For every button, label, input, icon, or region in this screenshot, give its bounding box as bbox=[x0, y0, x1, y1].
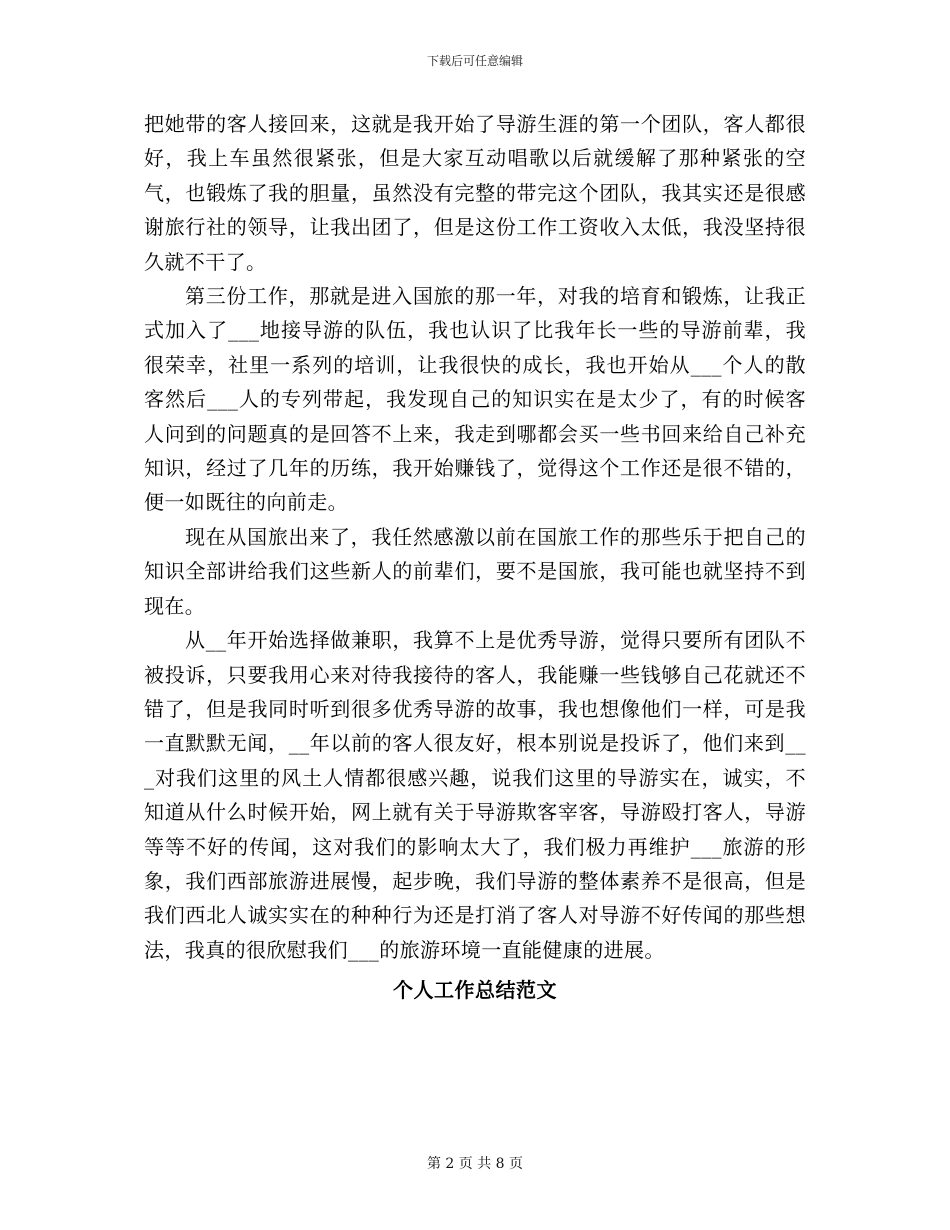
document-body bbox=[144, 107, 806, 1007]
paragraph-2: 第三份工作，那就是进入国旅的那一年，对我的培育和锻炼，让我正式加入了___地接导游的队伍，我也认识了比我年长一些的导游前辈，我很荣幸，社里一系列的培训，让我很快的成长，我也开始从___个人的散客然后___人的专列带起，我发现自己的知识实在是太少了，有的时候客人问到的问题真的是回答不上来，我走到哪都会买一些书回来给自己补充知识，经过了几年的历练，我开始赚钱了，觉得这个工作还是很不错的，便一如既往的向前走。 bbox=[144, 284, 806, 515]
paragraph-3: 现在从国旅出来了，我任然感激以前在国旅工作的那些乐于把自己的知识全部讲给我们这些新人的前辈们，要不是国旅，我可能也就坚持不到现在。 bbox=[144, 524, 806, 618]
paragraph-1: 把她带的客人接回来，这就是我开始了导游生涯的第一个团队，客人都很好，我上车虽然很紧张，但是大家互动唱歌以后就缓解了那种紧张的空气，也锻炼了我的胆量，虽然没有完整的带完这个团队，我其实还是很感谢旅行社的领导，让我出团了，但是这份工作工资收入太低，我没坚持很久就不干了。 bbox=[144, 112, 806, 274]
page-header: 下载后可任意编辑 bbox=[426, 54, 523, 68]
paragraph-4: 从__年开始选择做兼职，我算不上是优秀导游，觉得只要所有团队不被投诉，只要我用心来对待我接待的客人，我能赚一些钱够自己花就还不错了，但是我同时听到很多优秀导游的故事，我也想像他们一样，可是我一直默默无闻，__年以前的客人很友好，根本别说是投诉了，他们来到___对我们这里的风土人情都很感兴趣，说我们这里的导游实在，诚实，不知道从什么时候开始，网上就有关于导游欺客宰客，导游殴打客人，导游等等不好的传闻，这对我们的影响太大了，我们极力再维护___旅游的形象，我们西部旅游进展慢，起步晚，我们导游的整体素养不是很高，但是我们西北人诚实实在的种种行为还是打消了客人对导游不好传闻的那些想法，我真的很欣慰我们___的旅游环境一直能健康的进展。 bbox=[144, 628, 806, 962]
section-title: 个人工作总结范文 bbox=[393, 978, 557, 1003]
page-footer: 第 2 页 共 8 页 bbox=[426, 1156, 524, 1172]
